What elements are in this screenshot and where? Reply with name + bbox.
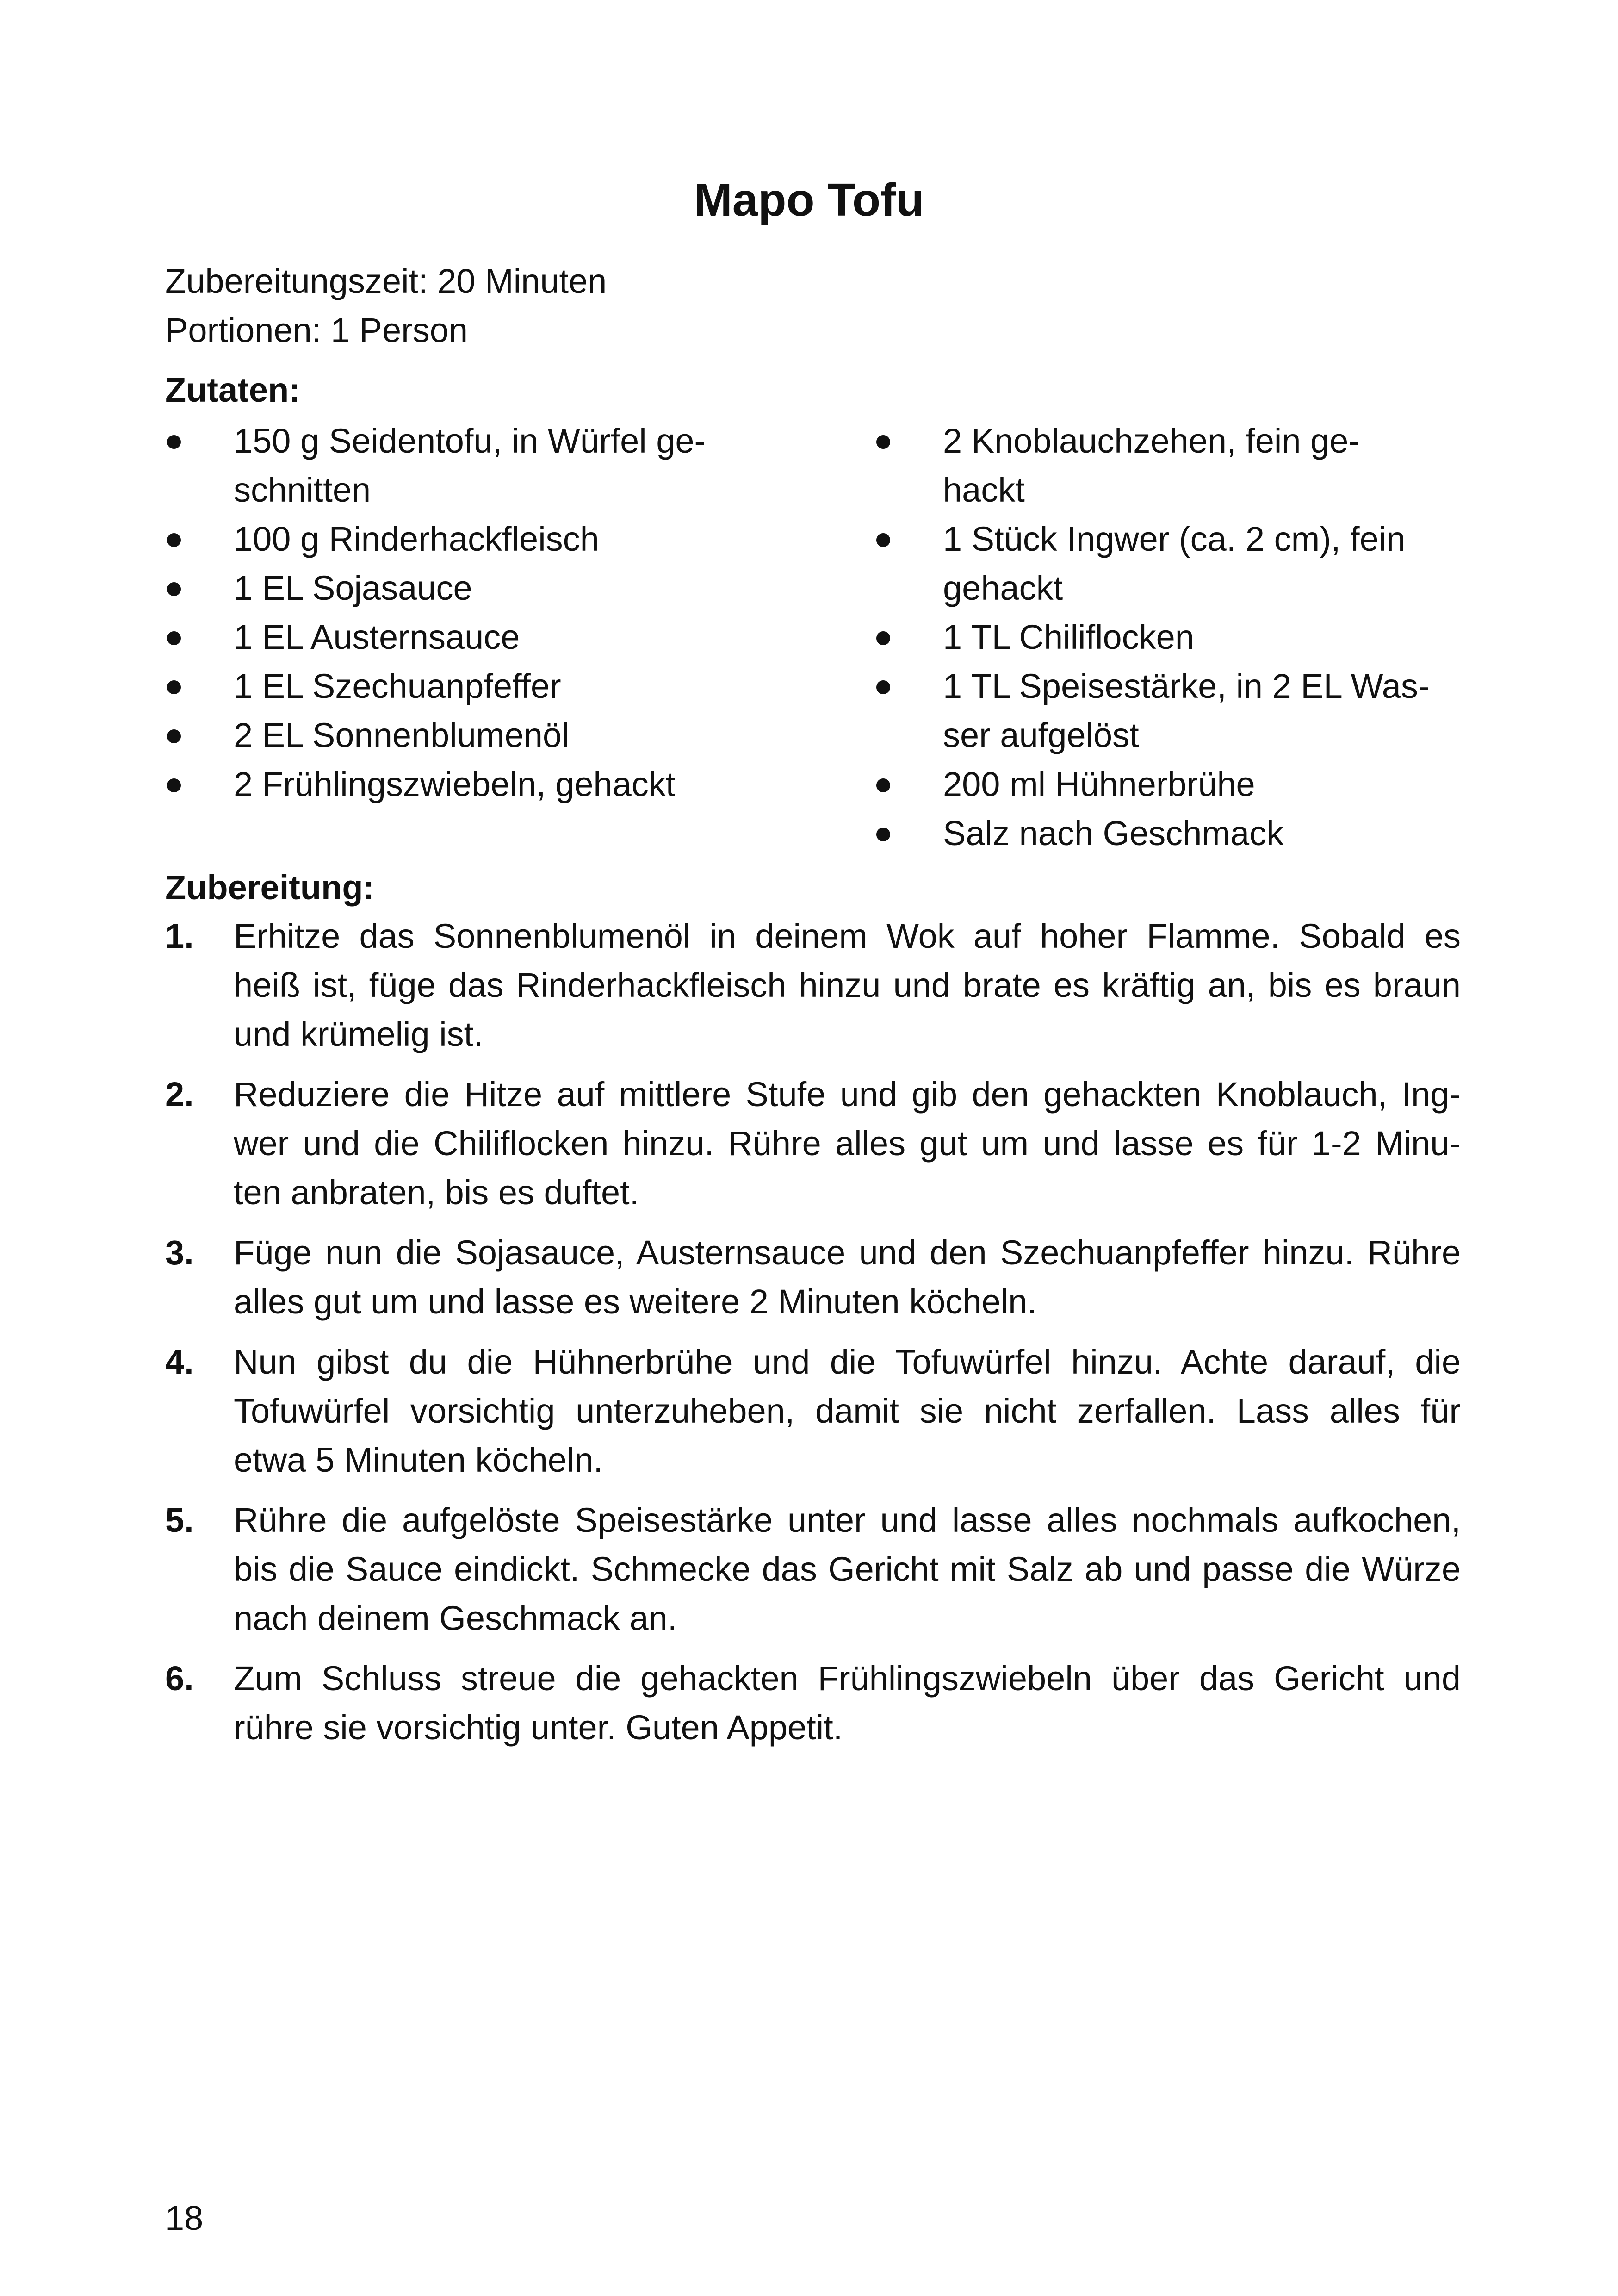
- ingredient-item: [874, 417, 1476, 515]
- ingredients-list-right: [874, 417, 1476, 858]
- step-line: nach deinem Geschmack an.: [234, 1599, 677, 1637]
- ingredient-text: 1 TL Chiliflocken: [943, 618, 1194, 656]
- step-number: 1.: [165, 917, 194, 955]
- ingredient-item: [165, 760, 767, 809]
- ingredient-text: 1 EL Szechuanpfeffer: [234, 667, 561, 705]
- step-text: [234, 1496, 1461, 1643]
- ingredient-text: hackt: [943, 471, 1025, 509]
- preparation-step: [165, 1654, 1461, 1752]
- bullet-icon: [167, 435, 181, 449]
- preparation-step: [165, 1338, 1461, 1485]
- bullet-icon: [167, 533, 181, 547]
- bullet-icon: [876, 435, 890, 449]
- preparation-heading: Zubereitung:: [165, 868, 375, 907]
- bullet-icon: [876, 778, 890, 792]
- ingredient-item: [165, 662, 767, 711]
- step-line: Nun gibst du die Hühnerbrühe und die Tofuwürfel hinzu. Achte darauf, die: [234, 1343, 1461, 1381]
- ingredient-item: [874, 760, 1476, 809]
- step-text: [234, 1070, 1461, 1217]
- ingredient-text: 2 EL Sonnenblumenöl: [234, 716, 570, 754]
- step-line: Erhitze das Sonnenblumenöl in deinem Wok auf hoher Flamme. Sobald es: [234, 917, 1461, 955]
- step-line: Zum Schluss streue die gehackten Frühlingszwiebeln über das Gericht und: [234, 1659, 1461, 1698]
- step-line: wer und die Chiliflocken hinzu. Rühre alles gut um und lasse es für 1-2 Minu-: [234, 1124, 1461, 1163]
- step-line: alles gut um und lasse es weitere 2 Minuten köcheln.: [234, 1282, 1037, 1321]
- step-number: 6.: [165, 1659, 194, 1698]
- prep-time: Zubereitungszeit: 20 Minuten: [165, 262, 607, 300]
- preparation-step: [165, 1496, 1461, 1643]
- step-text: [234, 912, 1461, 1059]
- step-number: 2.: [165, 1075, 194, 1114]
- step-line: Füge nun die Sojasauce, Austernsauce und den Szechuanpfeffer hinzu. Rühre: [234, 1233, 1461, 1272]
- ingredient-text: 1 EL Sojasauce: [234, 569, 472, 607]
- step-number: 5.: [165, 1501, 194, 1539]
- bullet-icon: [876, 533, 890, 547]
- ingredient-text: 100 g Rinderhackfleisch: [234, 520, 599, 558]
- ingredient-item: [165, 515, 767, 564]
- ingredient-item: [165, 711, 767, 760]
- ingredient-item: [874, 515, 1476, 613]
- ingredients-heading: Zutaten:: [165, 371, 300, 409]
- ingredient-item: [165, 613, 767, 662]
- preparation-steps: [165, 912, 1461, 1763]
- bullet-icon: [167, 582, 181, 596]
- ingredient-text: Salz nach Geschmack: [943, 814, 1284, 852]
- bullet-icon: [876, 680, 890, 694]
- bullet-icon: [167, 729, 181, 743]
- step-line: etwa 5 Minuten köcheln.: [234, 1441, 603, 1479]
- bullet-icon: [167, 778, 181, 792]
- bullet-icon: [167, 680, 181, 694]
- bullet-icon: [167, 631, 181, 645]
- ingredient-text: schnitten: [234, 471, 371, 509]
- step-line: und krümelig ist.: [234, 1015, 483, 1053]
- step-line: heiß ist, füge das Rinderhackfleisch hinzu und brate es kräftig an, bis es braun: [234, 966, 1461, 1004]
- step-line: rühre sie vorsichtig unter. Guten Appetit.: [234, 1708, 843, 1747]
- step-line: Rühre die aufgelöste Speisestärke unter und lasse alles nochmals aufkochen,: [234, 1501, 1461, 1539]
- step-text: [234, 1654, 1461, 1752]
- ingredient-text: gehackt: [943, 569, 1063, 607]
- ingredient-text: 200 ml Hühnerbrühe: [943, 765, 1255, 803]
- ingredient-item: [165, 564, 767, 613]
- preparation-step: [165, 1228, 1461, 1326]
- servings: Portionen: 1 Person: [165, 311, 468, 349]
- recipe-title: Mapo Tofu: [694, 174, 924, 226]
- step-line: Reduziere die Hitze auf mittlere Stufe und gib den gehackten Knoblauch, Ing-: [234, 1075, 1461, 1114]
- ingredient-item: [874, 613, 1476, 662]
- ingredient-item: [165, 417, 767, 515]
- step-number: 4.: [165, 1343, 194, 1381]
- ingredient-text: 2 Frühlingszwiebeln, gehackt: [234, 765, 676, 803]
- ingredients-list-left: [165, 417, 767, 809]
- preparation-step: [165, 1070, 1461, 1217]
- step-line: bis die Sauce eindickt. Schmecke das Gericht mit Salz ab und passe die Würze: [234, 1550, 1461, 1588]
- ingredient-text: 1 Stück Ingwer (ca. 2 cm), fein: [943, 520, 1406, 558]
- page-number: 18: [165, 2199, 204, 2237]
- preparation-step: [165, 912, 1461, 1059]
- ingredient-item: [874, 662, 1476, 760]
- bullet-icon: [876, 631, 890, 645]
- step-text: [234, 1338, 1461, 1485]
- ingredient-text: 1 TL Speisestärke, in 2 EL Was-: [943, 667, 1430, 705]
- step-number: 3.: [165, 1233, 194, 1272]
- bullet-icon: [876, 828, 890, 841]
- recipe-meta: [165, 257, 607, 355]
- step-line: Tofuwürfel vorsichtig unterzuheben, damit sie nicht zerfallen. Lass alles für: [234, 1392, 1461, 1430]
- step-text: [234, 1228, 1461, 1326]
- ingredient-text: 150 g Seidentofu, in Würfel ge-: [234, 422, 706, 460]
- ingredient-item: [874, 809, 1476, 858]
- step-line: ten anbraten, bis es duftet.: [234, 1173, 639, 1212]
- ingredient-text: 1 EL Austernsauce: [234, 618, 520, 656]
- ingredient-text: 2 Knoblauchzehen, fein ge-: [943, 422, 1360, 460]
- ingredient-text: ser aufgelöst: [943, 716, 1139, 754]
